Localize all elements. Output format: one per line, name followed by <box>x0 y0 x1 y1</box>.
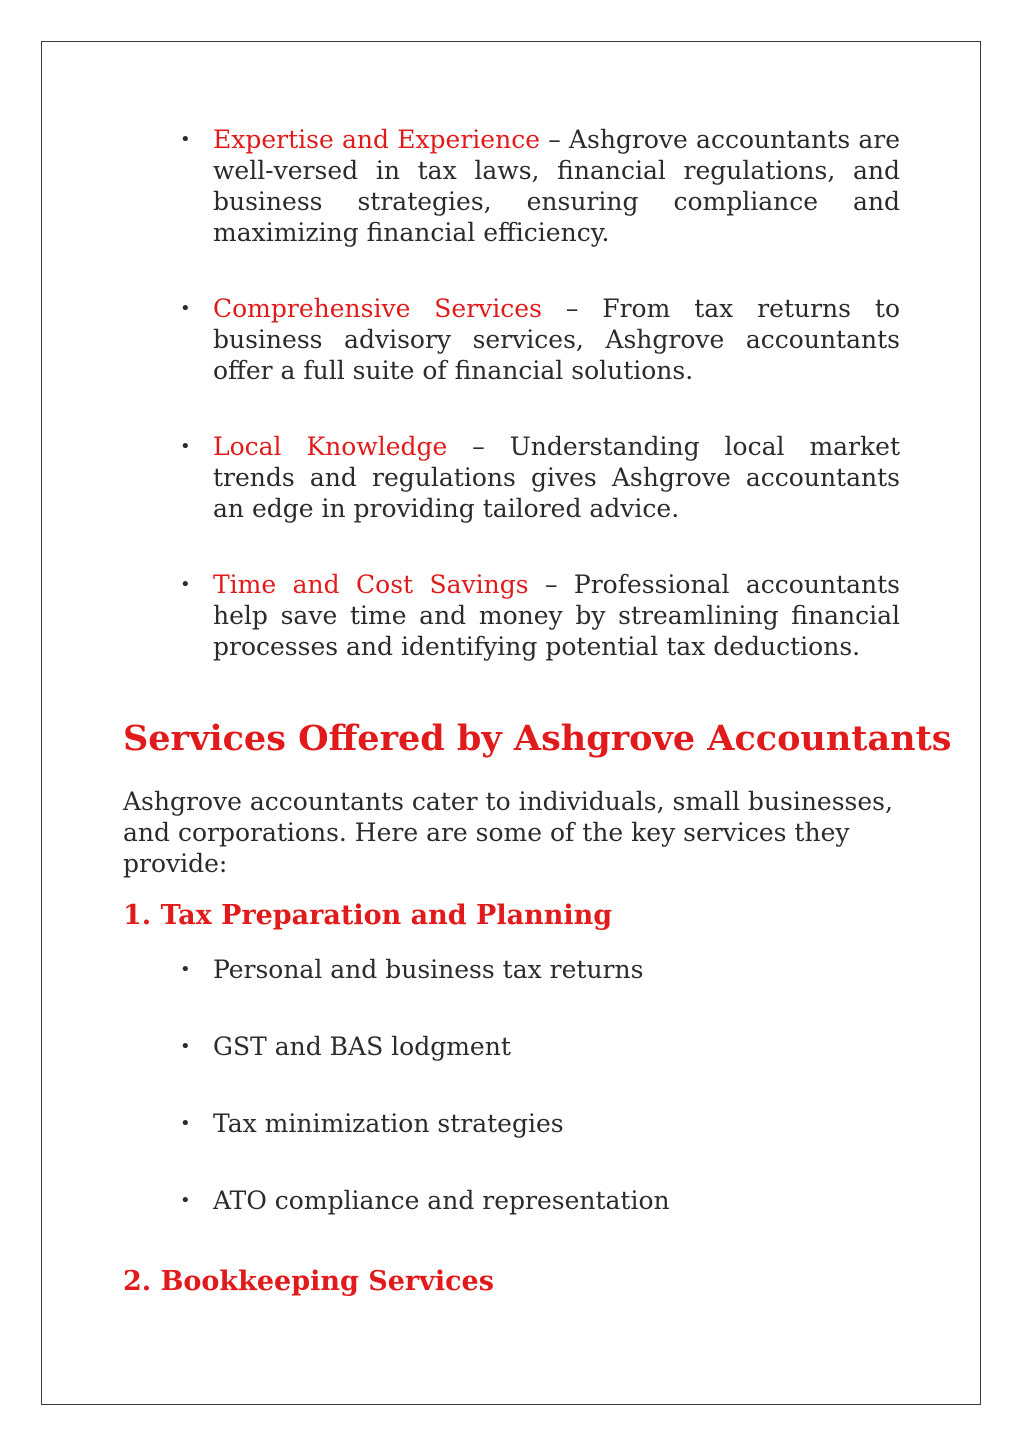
list-item <box>180 954 900 985</box>
tax-item-label: Personal and business tax returns <box>213 955 644 984</box>
bullet-icon: • <box>180 298 191 319</box>
services-intro: Ashgrove accountants cater to individuals, small businesses, and corporations. Here are some of the key services they provide: <box>123 787 893 878</box>
benefit-text: – Ashgrove accountants are well-versed in tax laws, financial regulations, and business strategies, ensuring compliance and maximizing financial efficiency. <box>213 125 901 247</box>
tax-services-list <box>180 954 900 1216</box>
bullet-icon: • <box>180 436 191 457</box>
benefit-text: – From tax returns to business advisory services, Ashgrove accountants offer a full suite of financial solutions. <box>213 294 900 385</box>
bullet-icon: • <box>180 1113 191 1134</box>
list-item <box>180 1031 900 1062</box>
services-heading: Services Offered by Ashgrove Accountants <box>123 718 952 759</box>
bullet-icon: • <box>180 1036 191 1057</box>
benefit-title: Comprehensive Services <box>213 294 542 323</box>
list-item <box>180 124 900 248</box>
list-item <box>180 431 900 524</box>
list-item <box>180 293 900 386</box>
benefit-text: – Understanding local market trends and regulations gives Ashgrove accountants an edge in providing tailored advice. <box>213 432 900 523</box>
bullet-icon: • <box>180 129 191 150</box>
benefit-title: Local Knowledge <box>213 432 448 461</box>
list-item <box>180 569 900 662</box>
bullet-icon: • <box>180 959 191 980</box>
bullet-icon: • <box>180 1190 191 1211</box>
tax-item-label: Tax minimization strategies <box>213 1109 564 1138</box>
bookkeeping-heading: 2. Bookkeeping Services <box>123 1266 494 1297</box>
tax-item-label: ATO compliance and representation <box>213 1186 670 1215</box>
benefits-list <box>180 124 900 662</box>
benefit-title: Expertise and Experience <box>213 125 540 154</box>
bullet-icon: • <box>180 574 191 595</box>
tax-heading: 1. Tax Preparation and Planning <box>123 900 613 931</box>
benefit-title: Time and Cost Savings <box>213 570 529 599</box>
tax-item-label: GST and BAS lodgment <box>213 1032 511 1061</box>
list-item <box>180 1108 900 1139</box>
benefit-text: – Professional accountants help save time and money by streamlining financial processes and identifying potential tax deductions. <box>213 570 900 661</box>
list-item <box>180 1185 900 1216</box>
